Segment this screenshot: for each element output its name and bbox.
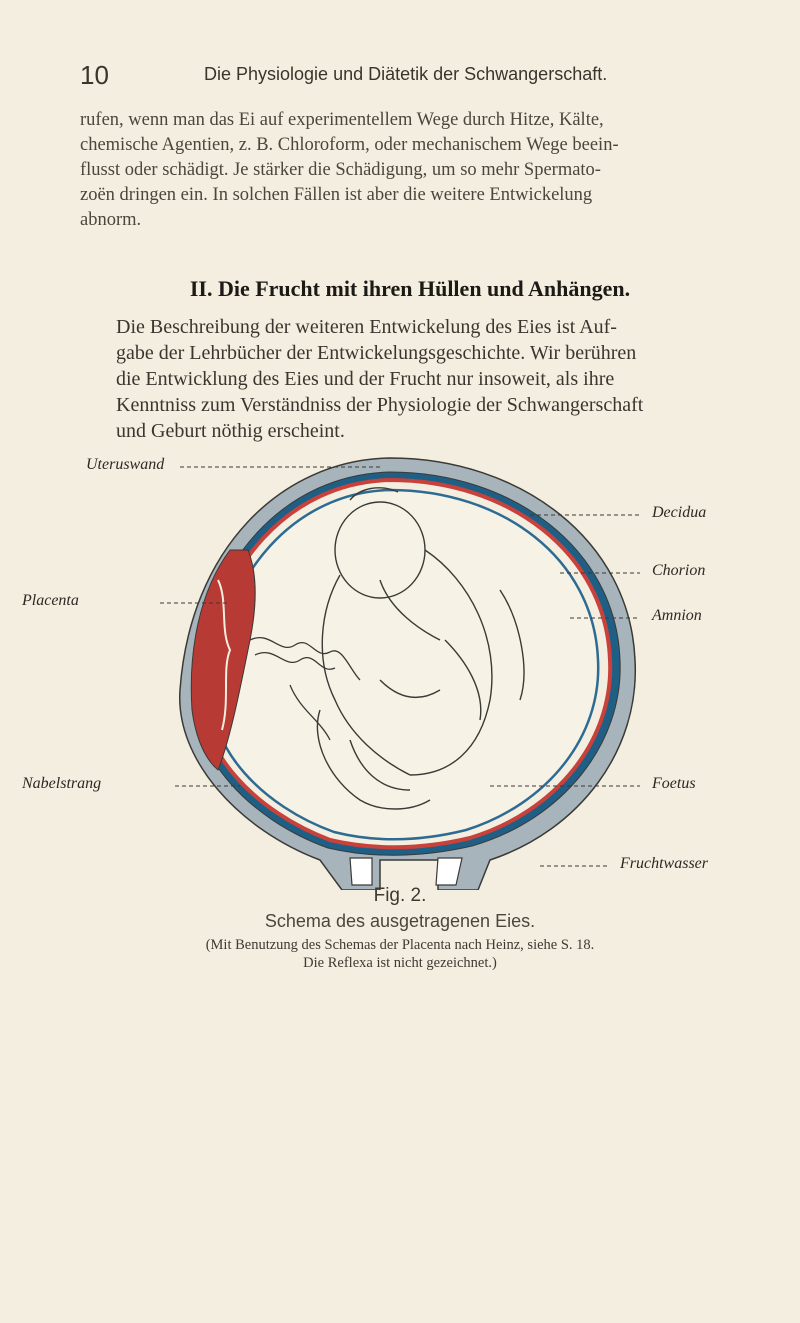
text-line: Kenntniss zum Verständniss der Physiologie der Schwangerschaft bbox=[116, 394, 644, 416]
paragraph-continued bbox=[80, 108, 740, 233]
text-line: zoën dringen ein. In solchen Fällen ist aber die weitere Entwickelung bbox=[80, 185, 593, 205]
text-line: die Entwicklung des Eies und der Frucht nur insoweit, als ihre bbox=[116, 368, 615, 390]
text-line: und Geburt nöthig erscheint. bbox=[116, 420, 345, 442]
figure-note bbox=[0, 936, 800, 972]
label-amnion: Amnion bbox=[652, 607, 702, 624]
label-foetus: Foetus bbox=[652, 775, 696, 792]
text-line: Die Beschreibung der weiteren Entwickelung des Eies ist Auf- bbox=[116, 316, 617, 338]
label-chorion: Chorion bbox=[652, 562, 706, 579]
text-line: flusst oder schädigt. Je stärker die Schädigung, um so mehr Spermato- bbox=[80, 160, 601, 180]
label-nabelstrang: Nabelstrang bbox=[22, 775, 102, 792]
egg-schema-figure bbox=[22, 440, 780, 890]
text-line: abnorm. bbox=[80, 210, 142, 230]
label-decidua: Decidua bbox=[652, 504, 707, 521]
text-line: chemische Agentien, z. B. Chloroform, oder mechanischem Wege beein- bbox=[80, 135, 619, 155]
text-line: gabe der Lehrbücher der Entwickelungsgeschichte. Wir berühren bbox=[116, 342, 637, 364]
text-line: rufen, wenn man das Ei auf experimentellem Wege durch Hitze, Kälte, bbox=[80, 110, 604, 130]
figure-note-line: (Mit Benutzung des Schemas der Placenta nach Heinz, siehe S. 18. bbox=[205, 937, 595, 953]
label-placenta: Placenta bbox=[22, 592, 79, 609]
cervix bbox=[350, 858, 372, 885]
figure-title: Schema des ausgetragenen Eies. bbox=[264, 911, 536, 931]
page-number: 10 bbox=[80, 60, 109, 90]
label-fruchtwasser: Fruchtwasser bbox=[620, 855, 708, 872]
figure-number: Fig. 2. bbox=[373, 885, 427, 906]
section-title: II. Die Frucht mit ihren Hüllen und Anhängen. bbox=[189, 276, 631, 301]
section-paragraph bbox=[80, 314, 740, 444]
page-header bbox=[80, 60, 740, 92]
figure-note-line: Die Reflexa ist nicht gezeichnet.) bbox=[303, 955, 497, 971]
label-uteruswand: Uteruswand bbox=[86, 456, 165, 473]
running-head: Die Physiologie und Diätetik der Schwangerschaft. bbox=[204, 64, 608, 84]
